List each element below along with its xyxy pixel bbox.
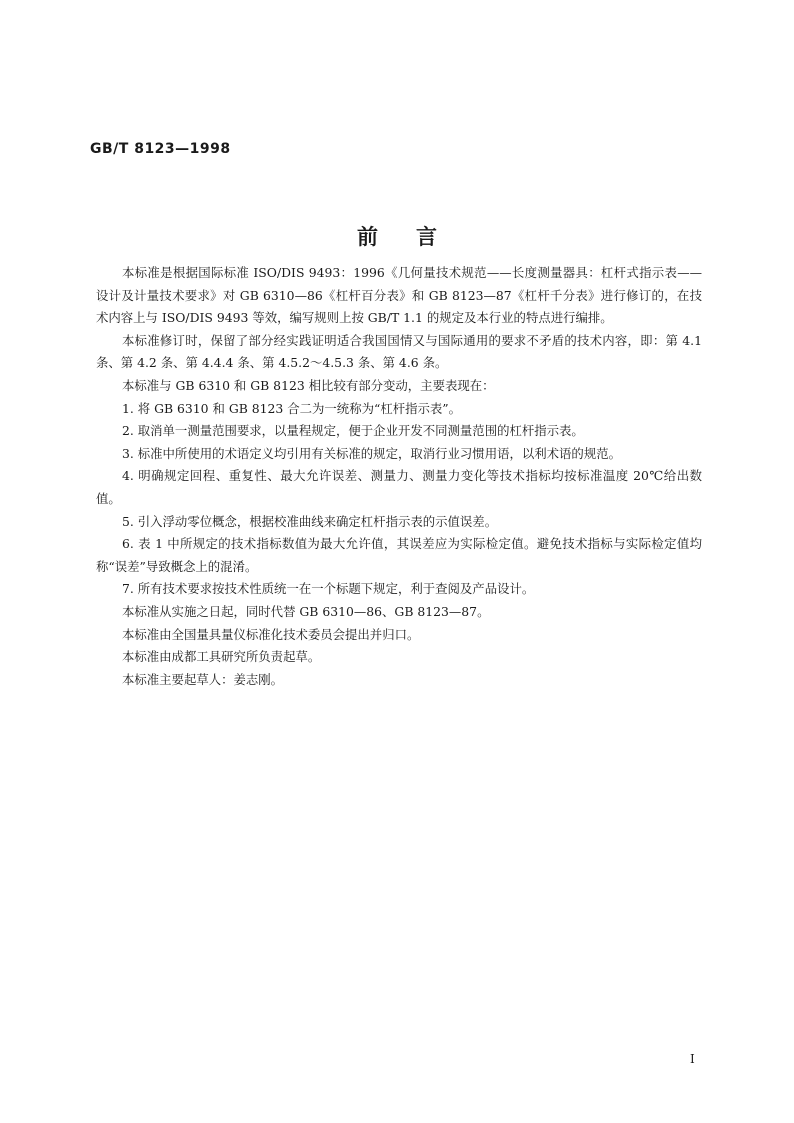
list-item-change-4: 4. 明确规定回程、重复性、最大允许误差、测量力、测量力变化等技术指标均按标准温度 20℃给出数值。 <box>96 468 702 506</box>
page-number: I <box>690 1052 695 1066</box>
list-item-change-2: 2. 取消单一测量范围要求，以量程规定，便于企业开发不同测量范围的杠杆指示表。 <box>122 423 584 439</box>
list-item-change-3: 3. 标准中所使用的术语定义均引用有关标准的规定，取消行业习惯用语，以利术语的规范。 <box>122 445 621 461</box>
paragraph-basis: 本标准是根据国际标准 ISO/DIS 9493：1996《几何量技术规范——长度测量器具：杠杆式指示表——设计及计量技术要求》对 GB 6310—86《杠杆百分表》和 GB 8123—87《杠杆千分表》进行修订的，在技术内容上与 ISO/DIS 9493 等效，编写规则上按 GB/T 1.1 的规定及本行业的特点进行编排。 <box>96 265 702 326</box>
list-item-change-5: 5. 引入浮动零位概念，根据校准曲线来确定杠杆指示表的示值误差。 <box>122 513 498 529</box>
page-title: 前言 <box>357 225 475 249</box>
standard-number: GB/T 8123—1998 <box>90 141 231 157</box>
paragraph-changes-intro: 本标准与 GB 6310 和 GB 8123 相比较有部分变动，主要表现在： <box>122 377 495 393</box>
paragraph-retained-content: 本标准修订时，保留了部分经实践证明适合我国国情又与国际通用的要求不矛盾的技术内容，即：第 4.1 条、第 4.2 条、第 4.4.4 条、第 4.5.2～4.5.3 条、第 4.6 条。 <box>96 332 702 371</box>
list-item-change-6: 6. 表 1 中所规定的技术指标数值为最大允许值，其误差应为实际检定值。避免技术指标与实际检定值均称“误差”导致概念上的混淆。 <box>96 536 702 574</box>
paragraph-main-drafter: 本标准主要起草人：姜志刚。 <box>122 671 284 687</box>
paragraph-supersedes: 本标准从实施之日起，同时代替 GB 6310—86、GB 8123—87。 <box>122 603 490 619</box>
list-item-change-7: 7. 所有技术要求按技术性质统一在一个标题下规定，利于查阅及产品设计。 <box>122 581 535 597</box>
foreword-body <box>96 262 702 691</box>
paragraph-drafted-by: 本标准由成都工具研究所负责起草。 <box>122 649 321 665</box>
paragraph-proposed-by: 本标准由全国量具量仪标准化技术委员会提出并归口。 <box>122 626 420 642</box>
list-item-change-1: 1. 将 GB 6310 和 GB 8123 合二为一统称为“杠杆指示表”。 <box>122 400 461 416</box>
